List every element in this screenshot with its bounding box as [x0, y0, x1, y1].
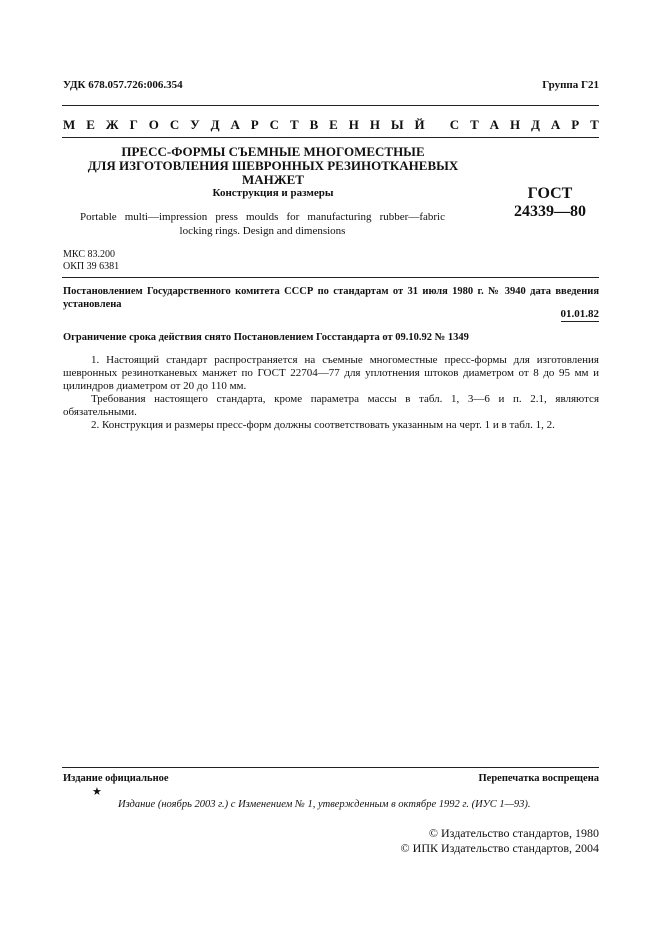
document-subtitle: Конструкция и размеры: [212, 187, 334, 199]
standard-type-letter: О: [148, 117, 159, 132]
standard-type-letter: Н: [369, 117, 380, 132]
title-line-1: ПРЕСС-ФОРМЫ СЪЕМНЫЕ МНОГОМЕСТНЫЕ: [121, 144, 425, 159]
gost-label: ГОСТ: [527, 185, 573, 202]
decree-divider: [62, 277, 599, 278]
standard-type-letter: Г: [129, 117, 138, 132]
standard-type-letter: М: [63, 117, 76, 132]
standard-type-letter: Т: [470, 117, 479, 132]
copyright-line-2: © ИПК Издательство стандартов, 2004: [400, 841, 599, 855]
standard-type-letter: Н: [348, 117, 359, 132]
decree-text: Постановлением Государственного комитета СССР по стандартам от 31 июля 1980 г. № 3940 дата введения установлена: [63, 286, 599, 310]
standard-type-letter: Р: [571, 117, 580, 132]
mks-code: МКС 83.200: [63, 249, 115, 260]
standard-type-letter: Р: [250, 117, 259, 132]
standard-type-letter: А: [230, 117, 240, 132]
edition-note: Издание (ноябрь 2003 г.) с Изменением № 1, утвержденным в октябре 1992 г. (ИУС 1—93).: [118, 799, 531, 810]
paragraph-1: 1. Настоящий стандарт распространяется на съемные многоместные пресс-формы для изготовления шевронных резинотканевых манжет по ГОСТ 22704—77 для уплотнения штоков диаметром от 8 до 95 мм и цилиндров диаметром от 20 до 110 мм.: [63, 354, 599, 392]
footer-divider: [62, 767, 599, 768]
standard-type-letter: Ы: [390, 117, 404, 132]
standard-type-gap: [436, 117, 439, 133]
introduction-date: 01.01.82: [560, 308, 599, 320]
english-title: Portable multi—impression press moulds for manufacturing rubber—fabric locking rings. Design and dimensions: [80, 211, 445, 237]
standard-type-letter: В: [309, 117, 319, 132]
standard-type-letter: Й: [414, 117, 425, 132]
group-code: Группа Г21: [542, 79, 599, 91]
gost-designation: [500, 185, 600, 221]
reprint-prohibited-label: Перепечатка воспрещена: [478, 773, 599, 784]
standard-type-letter: А: [489, 117, 500, 132]
standard-type-letter: Т: [289, 117, 299, 132]
paragraph-3: 2. Конструкция и размеры пресс-форм должны соответствовать указанным на черт. 1 и в табл. 1, 2.: [91, 419, 555, 431]
heading-divider: [62, 137, 599, 138]
top-divider: [62, 105, 599, 106]
limitation-note: Ограничение срока действия снято Постановлением Госстандарта от 09.10.92 № 1349: [63, 332, 469, 343]
standard-type-letter: Д: [531, 117, 540, 132]
udk-code: УДК 678.057.726:006.354: [63, 79, 183, 91]
official-edition-label: Издание официальное: [63, 773, 169, 784]
copyright-block: [401, 826, 599, 856]
standard-type-letter: Т: [590, 117, 599, 132]
classification-codes: [63, 249, 119, 273]
standard-type-letter: Ж: [105, 117, 119, 132]
star-icon: ★: [92, 786, 102, 798]
standard-type-letter: Е: [329, 117, 338, 132]
standard-type-letter: Д: [210, 117, 220, 132]
standard-type-letter: А: [550, 117, 561, 132]
standard-type-letter: У: [190, 117, 200, 132]
standard-type-letter: С: [169, 117, 180, 132]
title-line-2: ДЛЯ ИЗГОТОВЛЕНИЯ ШЕВРОННЫХ РЕЗИНОТКАНЕВЫХ МАНЖЕТ: [87, 158, 459, 187]
standard-type-letter: Н: [509, 117, 521, 132]
okp-code: ОКП 39 6381: [63, 261, 120, 272]
standard-type-letter: С: [269, 117, 280, 132]
standard-type-letter: С: [449, 117, 460, 132]
copyright-line-1: © Издательство стандартов, 1980: [428, 826, 599, 840]
gost-number: 24339—80: [514, 203, 586, 220]
document-body: [63, 354, 599, 432]
paragraph-2: Требования настоящего стандарта, кроме параметра массы в табл. 1, 3—6 и п. 2.1, являются обязательными.: [63, 393, 599, 418]
standard-type-letter: Е: [86, 117, 95, 132]
document-title: [63, 145, 483, 187]
standard-type-heading: [63, 117, 599, 133]
